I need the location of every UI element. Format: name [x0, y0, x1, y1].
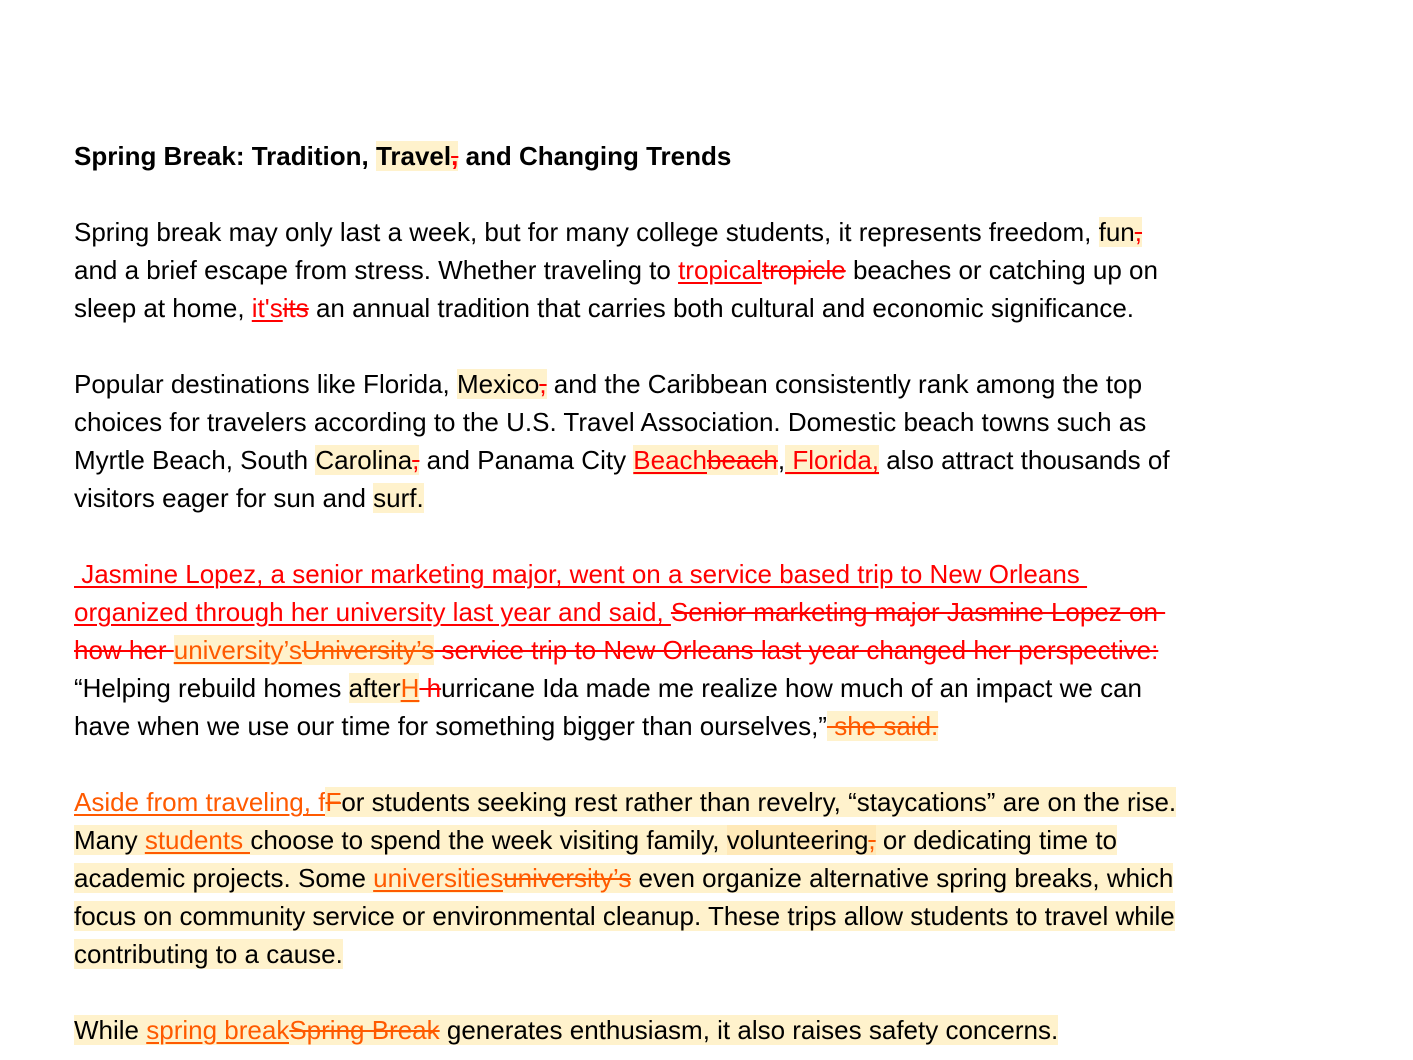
- paragraph-3-line-5: [74, 709, 938, 743]
- deleted-comma: ,: [868, 825, 876, 855]
- paragraph-3-line-4: [74, 671, 1142, 705]
- deleted-comma: ,: [1134, 217, 1143, 247]
- text-run: contributing to a cause.: [74, 939, 343, 969]
- paragraph-1-line-3: [74, 291, 1134, 325]
- highlighted-word: after: [348, 673, 401, 703]
- text-run: Popular destinations like Florida,: [74, 369, 457, 399]
- deleted-text: she said.: [826, 711, 939, 741]
- text-run: Many: [74, 825, 145, 855]
- text-run: or dedicating time to: [875, 825, 1118, 855]
- paragraph-1-line-1: [74, 215, 1142, 249]
- paragraph-4-line-3: [74, 861, 1173, 895]
- deleted-text: F: [325, 787, 342, 817]
- inserted-text: Beach: [633, 445, 708, 475]
- text-run: urricane Ida made me realize how much of an impact we can: [441, 673, 1142, 703]
- text-run: sleep at home,: [74, 293, 252, 323]
- deleted-comma: ,: [451, 141, 459, 171]
- paragraph-3-line-2: [74, 595, 1165, 629]
- highlighted-word: volunteering: [726, 825, 869, 855]
- inserted-text: university’s: [173, 635, 302, 665]
- inserted-text: it's: [251, 293, 283, 323]
- deleted-text: Spring Break: [289, 1015, 440, 1045]
- highlighted-word: Carolina: [315, 445, 413, 475]
- inserted-text: H: [400, 673, 420, 703]
- text-run: even organize alternative spring breaks, which: [631, 863, 1174, 893]
- paragraph-3-line-3: [74, 633, 1158, 667]
- text-run: an annual tradition that carries both cultural and economic significance.: [308, 293, 1135, 323]
- text-run: Myrtle Beach, South: [74, 445, 316, 475]
- document-title: [74, 139, 731, 173]
- deleted-text: h: [419, 673, 442, 703]
- paragraph-2-line-1: [74, 367, 1142, 401]
- text-run: and a brief escape from stress. Whether traveling to: [74, 255, 679, 285]
- deleted-comma: ,: [539, 369, 547, 399]
- inserted-text: tropical: [678, 255, 762, 285]
- paragraph-2-line-4: [74, 481, 424, 515]
- highlighted-word: fun: [1098, 217, 1135, 247]
- text-run: academic projects. Some: [74, 863, 374, 893]
- highlighted-word: Mexico: [456, 369, 540, 399]
- deleted-text: university’s: [503, 863, 632, 893]
- paragraph-4-line-4: [74, 899, 1175, 933]
- text-run: While: [74, 1015, 147, 1045]
- text-run: and the Caribbean consistently rank among the top: [546, 369, 1143, 399]
- text-run: generates enthusiasm, it also raises safety concerns.: [439, 1015, 1059, 1045]
- deleted-text: service trip to New Orleans last year changed her perspective:: [434, 635, 1159, 665]
- deleted-text: how her: [74, 635, 174, 665]
- text-run: Spring break may only last a week, but for many college students, it represents freedom,: [74, 217, 1099, 247]
- inserted-text: Aside from traveling, f: [74, 787, 326, 817]
- text-run: or students seeking rest rather than revelry, “staycations” are on the rise.: [341, 787, 1177, 817]
- paragraph-1-line-2: [74, 253, 1158, 287]
- text-run: focus on community service or environmental cleanup. These trips allow students to travel while: [74, 901, 1175, 931]
- text-run: choose to spend the week visiting family,: [250, 825, 727, 855]
- deleted-text: its: [282, 293, 309, 323]
- paragraph-4-line-1: [74, 785, 1176, 819]
- paragraph-3-line-1: [74, 557, 1087, 591]
- text-run: visitors eager for sun and: [74, 483, 374, 513]
- highlighted-word: surf.: [373, 483, 424, 513]
- paragraph-2-line-3: [74, 443, 1170, 477]
- deleted-text: University’s: [301, 635, 435, 665]
- deleted-comma: ,: [412, 445, 420, 475]
- inserted-text: students: [144, 825, 251, 855]
- text-run: and Panama City: [419, 445, 634, 475]
- inserted-text: spring break: [146, 1015, 290, 1045]
- text-run: have when we use our time for something bigger than ourselves,”: [74, 711, 827, 741]
- deleted-text: beach: [707, 445, 778, 475]
- text-run: “Helping rebuild homes: [74, 673, 349, 703]
- text-run: choices for travelers according to the U.S. Travel Association. Domestic beach towns such as: [74, 407, 1147, 437]
- paragraph-5-line-1: [74, 1013, 1058, 1047]
- title-text: Spring Break: Tradition,: [74, 141, 376, 171]
- inserted-text: universities: [373, 863, 504, 893]
- paragraph-4-line-2: [74, 823, 1117, 857]
- inserted-text: organized through her university last year and said,: [74, 597, 671, 627]
- text-run: ,: [777, 445, 786, 475]
- inserted-text: Jasmine Lopez, a senior marketing major, went on a service based trip to New Orleans: [74, 559, 1088, 589]
- inserted-text: Florida,: [785, 445, 880, 475]
- text-run: also attract thousands of: [879, 445, 1170, 475]
- deleted-text: Senior marketing major Jasmine Lopez on: [670, 597, 1166, 627]
- paragraph-4-line-5: [74, 937, 343, 971]
- deleted-text: tropicle: [761, 255, 846, 285]
- title-highlighted-word: Travel: [375, 141, 452, 171]
- title-text-end: and Changing Trends: [458, 141, 732, 171]
- paragraph-2-line-2: [74, 405, 1146, 439]
- text-run: beaches or catching up on: [845, 255, 1158, 285]
